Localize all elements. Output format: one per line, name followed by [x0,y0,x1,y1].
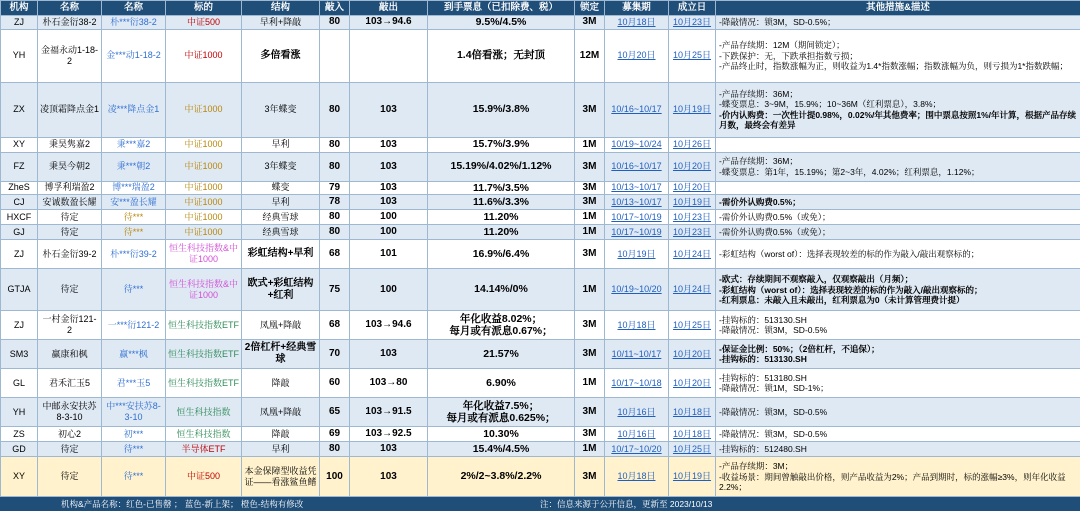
product-name-cell: 博孚利瑞盈2 [38,181,102,195]
raise-period-link[interactable]: 10/11~10/17 [605,340,669,369]
product-masked-name-cell: 秉***朝2 [102,152,166,181]
product-masked-name-cell: 初*** [102,427,166,442]
structure-cell: 降敲 [242,369,320,398]
underlying-cell: 中证1000 [166,29,242,82]
establish-date-link[interactable]: 10月23日 [669,225,716,240]
product-name-cell: 秉昊今朝2 [38,152,102,181]
structure-cell: 经典雪球 [242,225,320,240]
description-cell [716,457,1080,497]
structure-cell: 欧式+彩虹结构+红利 [242,269,320,311]
establish-date-link[interactable]: 10月24日 [669,240,716,269]
column-header: 募集期 [605,1,669,16]
underlying-cell: 中证1000 [166,181,242,195]
column-header: 其他措施&描述 [716,1,1080,16]
underlying-cell: 恒生科技指数ETF [166,311,242,340]
raise-period-link[interactable]: 10月16日 [605,427,669,442]
lock-period-cell: 12M [575,29,605,82]
knock-out-cell: 103 [350,181,428,195]
lock-period-cell: 3M [575,181,605,195]
underlying-cell: 中证1000 [166,152,242,181]
raise-period-link[interactable]: 10/16~10/17 [605,82,669,137]
institution-cell: ZJ [1,16,38,30]
institution-cell: GD [1,442,38,457]
structure-cell: 3年蝶变 [242,152,320,181]
description-line: -下跌保护：无，下跌承担指数亏损； [719,50,858,61]
coupon-line: 6.90% [486,376,516,389]
coupon-cell [428,195,575,210]
underlying-cell: 恒生科技指数ETF [166,369,242,398]
description-line: -蝶变票息：第1年，15.19%；第2~3年，4.02%；红利票息，1.12%； [719,166,980,177]
product-masked-name-cell: 博***瑞盈2 [102,181,166,195]
description-line: -挂钩标的：513180.SH [719,373,807,383]
coupon-line: 15.19%/4.02%/1.12% [450,160,552,173]
product-name-cell: 待定 [38,442,102,457]
coupon-line: 11.7%/3.5% [472,181,530,194]
footer-legend: 机构&产品名称：红色-已售罄 ； 蓝色-新上架； 橙色-结构有修改 [1,497,320,511]
coupon-line: 2%/2~3.8%/2.2% [460,470,542,483]
description-line: -挂钩标的：512480.SH [719,444,807,455]
establish-date-link[interactable]: 10月23日 [669,16,716,30]
column-header: 敲入 [320,1,350,16]
table-row [1,29,1080,82]
raise-period-link[interactable]: 10月18日 [605,16,669,30]
institution-cell: ZJ [1,240,38,269]
knock-in-cell: 80 [320,16,350,30]
column-header: 名称 [38,1,102,16]
lock-period-cell: 3M [575,340,605,369]
raise-period-link[interactable]: 10/17~10/20 [605,442,669,457]
table-row [1,311,1080,340]
table-row [1,16,1080,30]
table-row [1,152,1080,181]
table-row [1,181,1080,195]
description-line: -产品终止时，指数涨幅为正，则收益为1.4*指数涨幅；指数涨幅为负，则亏损为1*指数跌幅； [719,60,1068,71]
coupon-cell [428,225,575,240]
description-cell [716,340,1080,369]
table-row [1,269,1080,311]
coupon-line: 11.6%/3.3% [472,195,530,208]
underlying-cell: 恒生科技指数 [166,427,242,442]
knock-in-cell: 75 [320,269,350,311]
coupon-cell [428,340,575,369]
product-masked-name-cell: 君***玉5 [102,369,166,398]
institution-cell: ZS [1,427,38,442]
coupon-line: 11.20% [483,210,519,223]
coupon-line: 15.7%/3.9% [472,138,530,151]
description-cell [716,16,1080,30]
coupon-line: 9.5%/4.5% [475,16,527,28]
knock-in-cell: 60 [320,369,350,398]
product-name-cell: 秉昊隽嘉2 [38,137,102,152]
lock-period-cell: 3M [575,195,605,210]
structure-cell: 2倍杠杆+经典雪球 [242,340,320,369]
raise-period-link[interactable]: 10/17~10/19 [605,225,669,240]
raise-period-link[interactable]: 10/13~10/17 [605,195,669,210]
institution-cell: ZJ [1,311,38,340]
product-masked-name-cell: 中***安扶苏8-3-10 [102,398,166,427]
lock-period-cell: 3M [575,398,605,427]
establish-date-link[interactable]: 10月25日 [669,442,716,457]
product-name-cell: 一村金衍121-2 [38,311,102,340]
table-row [1,340,1080,369]
institution-cell: FZ [1,152,38,181]
lock-period-cell: 3M [575,16,605,30]
institution-cell: XY [1,457,38,497]
knock-in-cell [320,29,350,82]
table-row [1,369,1080,398]
structure-cell: 蝶变 [242,181,320,195]
institution-cell: YH [1,398,38,427]
coupon-line: 年化收益8.02%； [459,312,543,325]
raise-period-link[interactable]: 10/19~10/20 [605,269,669,311]
underlying-cell: 恒生科技指数 [166,398,242,427]
table-footer-row [1,497,1080,511]
knock-out-cell: 103 [350,82,428,137]
product-name-cell: 金福永动1-18-2 [38,29,102,82]
lock-period-cell: 3M [575,457,605,497]
raise-period-link[interactable]: 10月20日 [605,29,669,82]
establish-date-link[interactable]: 10月19日 [669,457,716,497]
description-line: -彩虹结构（worst of）：选择表现较差的标的作为敲入/敲出观察标的； [719,284,983,295]
coupon-cell [428,369,575,398]
description-cell [716,29,1080,82]
establish-date-link[interactable]: 10月23日 [669,210,716,225]
institution-cell: SM3 [1,340,38,369]
coupon-line: 每月或有派息0.625%； [446,412,556,425]
raise-period-link[interactable]: 10月16日 [605,398,669,427]
column-header: 锁定 [575,1,605,16]
knock-in-cell: 100 [320,457,350,497]
lock-period-cell: 3M [575,240,605,269]
lock-period-cell: 3M [575,152,605,181]
coupon-cell [428,16,575,30]
institution-cell: GJ [1,225,38,240]
institution-cell: CJ [1,195,38,210]
table-row [1,82,1080,137]
knock-out-cell: 103 [350,137,428,152]
product-masked-name-cell: 凌***降点金1 [102,82,166,137]
structure-cell: 本金保障型收益凭证——看涨鲨鱼鳍 [242,457,320,497]
coupon-cell [428,457,575,497]
description-line: -产品存续期：12M（期间锁定）； [719,40,845,51]
product-masked-name-cell: 待*** [102,457,166,497]
lock-period-cell: 1M [575,137,605,152]
establish-date-link[interactable]: 10月25日 [669,29,716,82]
raise-period-link[interactable]: 10/16~10/17 [605,152,669,181]
knock-in-cell: 68 [320,240,350,269]
knock-out-cell: 103→92.5 [350,427,428,442]
product-masked-name-cell: 一***衍121-2 [102,311,166,340]
lock-period-cell: 3M [575,311,605,340]
description-line: -降敲情况：锁3M，SD-0.5% [719,429,828,440]
coupon-line: 每月或有派息0.67%； [449,325,553,338]
description-line: -需价外认购费0.5%； [719,197,801,208]
raise-period-link[interactable]: 10月19日 [605,240,669,269]
description-line: -彩虹结构（worst of）：选择表现较差的标的作为敲入/敲出观察标的； [719,249,980,260]
establish-date-link[interactable]: 10月26日 [669,137,716,152]
structure-cell: 凤凰+降敲 [242,398,320,427]
product-name-cell: 安诚数盈长耀 [38,195,102,210]
knock-out-cell: 103→91.5 [350,398,428,427]
product-name-cell: 待定 [38,269,102,311]
table-row [1,427,1080,442]
raise-period-link[interactable]: 10/17~10/19 [605,210,669,225]
institution-cell: GL [1,369,38,398]
product-masked-name-cell: 朴***衍38-2 [102,16,166,30]
product-name-cell: 待定 [38,210,102,225]
knock-in-cell: 65 [320,398,350,427]
description-cell [716,181,1080,195]
knock-in-cell: 70 [320,340,350,369]
structure-cell: 彩虹结构+早利 [242,240,320,269]
column-header: 标的 [166,1,242,16]
raise-period-link[interactable]: 10/13~10/17 [605,181,669,195]
coupon-cell [428,442,575,457]
description-line: -产品存续期：3M； [719,461,794,472]
knock-in-cell: 80 [320,137,350,152]
underlying-cell: 中证500 [166,16,242,30]
description-cell [716,427,1080,442]
table-row [1,442,1080,457]
description-line: -保证金比例：50%；（2倍杠杆，不追保）； [719,344,880,354]
product-name-cell: 君禾汇玉5 [38,369,102,398]
knock-in-cell: 80 [320,225,350,240]
lock-period-cell: 1M [575,369,605,398]
knock-out-cell: 103 [350,442,428,457]
column-header: 成立日 [669,1,716,16]
knock-out-cell: 100 [350,269,428,311]
underlying-cell: 中证1000 [166,225,242,240]
description-cell [716,225,1080,240]
product-name-cell: 中邮永安扶苏8-3-10 [38,398,102,427]
lock-period-cell: 1M [575,442,605,457]
institution-cell: XY [1,137,38,152]
knock-in-cell: 80 [320,152,350,181]
column-header: 敲出 [350,1,428,16]
knock-out-cell [350,29,428,82]
product-masked-name-cell: 金***动1-18-2 [102,29,166,82]
underlying-cell: 中证1000 [166,137,242,152]
knock-out-cell: 103→94.6 [350,311,428,340]
raise-period-link[interactable]: 10月18日 [605,457,669,497]
knock-in-cell: 80 [320,82,350,137]
structure-cell: 早利 [242,195,320,210]
coupon-cell [428,398,575,427]
establish-date-link[interactable]: 10月20日 [669,340,716,369]
description-line: -挂钩标的：513130.SH [719,315,807,325]
description-line: -需价外认购费0.5%（或免）； [719,212,831,223]
description-cell [716,152,1080,181]
description-cell [716,240,1080,269]
knock-out-cell: 103→80 [350,369,428,398]
product-masked-name-cell: 待*** [102,269,166,311]
establish-date-link[interactable]: 10月19日 [669,82,716,137]
lock-period-cell: 1M [575,269,605,311]
description-line: -欧式：存续期间不观察敲入，仅观察敲出（月频）； [719,274,914,285]
coupon-line: 11.20% [483,225,519,238]
coupon-line: 14.14%/0% [474,283,528,296]
coupon-cell [428,240,575,269]
institution-cell: ZheS [1,181,38,195]
description-line: -收益场景：期间曾触敲出价格，则产品收益为2%；产品到期时，标的涨幅≥3%，则年化收益2.2%； [719,471,1066,492]
product-name-cell: 待定 [38,225,102,240]
knock-in-cell: 69 [320,427,350,442]
knock-in-cell: 80 [320,442,350,457]
coupon-line: 15.9%/3.8% [472,103,530,116]
coupon-line: 21.57% [483,347,519,360]
lock-period-cell: 3M [575,82,605,137]
underlying-cell: 中证1000 [166,82,242,137]
column-header: 到手票息（已扣除费、税） [428,1,575,16]
product-masked-name-cell: 待*** [102,225,166,240]
coupon-cell [428,137,575,152]
footer-note: 注：信息来源于公开信息，更新至 2023/10/13 [320,497,1080,511]
structure-cell: 降敲 [242,427,320,442]
product-name-cell: 初心2 [38,427,102,442]
product-name-cell: 朴石金衍39-2 [38,240,102,269]
product-masked-name-cell: 待*** [102,210,166,225]
description-line: -降敲情况：锁1M，SD-1%； [719,383,829,394]
knock-in-cell: 80 [320,210,350,225]
knock-out-cell: 103 [350,195,428,210]
description-line: -红利票息：未敲入且未敲出，红利票息为0（未计算管理费计提） [719,294,965,305]
product-masked-name-cell: 秉***嘉2 [102,137,166,152]
underlying-cell: 中证1000 [166,210,242,225]
table-row [1,457,1080,497]
coupon-cell [428,269,575,311]
establish-date-link[interactable]: 10月25日 [669,311,716,340]
product-name-cell: 待定 [38,457,102,497]
structure-cell: 早利 [242,137,320,152]
structure-cell: 3年蝶变 [242,82,320,137]
table-row [1,240,1080,269]
knock-in-cell: 78 [320,195,350,210]
column-header: 机构 [1,1,38,16]
underlying-cell: 中证500 [166,457,242,497]
table-row [1,137,1080,152]
underlying-cell: 恒生科技指数&中证1000 [166,240,242,269]
table-row [1,210,1080,225]
description-line: -需价外认购费0.5%（或免）； [719,227,831,238]
structure-cell: 早利 [242,442,320,457]
description-line: -降敲情况：锁3M，SD-0.5% [719,325,828,336]
table-row [1,398,1080,427]
knock-in-cell: 68 [320,311,350,340]
raise-period-link[interactable]: 10月18日 [605,311,669,340]
structure-cell: 经典雪球 [242,210,320,225]
table-row [1,195,1080,210]
coupon-line: 10.30% [483,427,519,440]
structure-cell: 早利+降敲 [242,16,320,30]
underlying-cell: 半导体ETF [166,442,242,457]
product-masked-name-cell: 朴***衍39-2 [102,240,166,269]
knock-out-cell: 100 [350,210,428,225]
raise-period-link[interactable]: 10/19~10/24 [605,137,669,152]
table-header-row [1,1,1080,16]
coupon-cell [428,311,575,340]
product-masked-name-cell: 待*** [102,442,166,457]
coupon-cell [428,82,575,137]
establish-date-link[interactable]: 10月19日 [669,195,716,210]
lock-period-cell: 3M [575,427,605,442]
knock-out-cell: 103 [350,152,428,181]
description-cell [716,210,1080,225]
structure-cell: 多倍看涨 [242,29,320,82]
establish-date-link[interactable]: 10月18日 [669,398,716,427]
description-cell [716,269,1080,311]
description-cell [716,311,1080,340]
knock-out-cell: 103 [350,340,428,369]
raise-period-link[interactable]: 10/17~10/18 [605,369,669,398]
column-header: 结构 [242,1,320,16]
coupon-cell [428,152,575,181]
coupon-line: 1.4倍看涨；无封顶 [456,49,546,62]
table-body [1,16,1080,497]
knock-out-cell: 101 [350,240,428,269]
knock-out-cell: 100 [350,225,428,240]
product-masked-name-cell: 赢***枫 [102,340,166,369]
structure-cell: 凤凰+降敲 [242,311,320,340]
establish-date-link[interactable]: 10月24日 [669,269,716,311]
coupon-cell [428,29,575,82]
description-cell [716,82,1080,137]
description-cell [716,442,1080,457]
description-cell [716,137,1080,152]
knock-in-cell: 79 [320,181,350,195]
institution-cell: GTJA [1,269,38,311]
description-line: -降敲情况：锁3M，SD-0.5% [719,407,828,418]
establish-date-link[interactable]: 10月20日 [669,181,716,195]
institution-cell: YH [1,29,38,82]
product-masked-name-cell: 安***盈长耀 [102,195,166,210]
underlying-cell: 中证1000 [166,195,242,210]
coupon-line: 16.9%/6.4% [472,247,530,260]
coupon-cell [428,181,575,195]
lock-period-cell: 1M [575,225,605,240]
lock-period-cell: 1M [575,210,605,225]
knock-out-cell: 103→94.6 [350,16,428,30]
coupon-cell [428,427,575,442]
column-header: 名称 [102,1,166,16]
description-cell [716,369,1080,398]
coupon-line: 15.4%/4.5% [472,442,530,455]
product-name-cell: 凌顶霜降点金1 [38,82,102,137]
description-line: -产品存续期：36M； [719,156,798,167]
product-name-cell: 赢康和枫 [38,340,102,369]
description-line: -挂钩标的：513130.SH [719,354,807,365]
underlying-cell: 恒生科技指数ETF [166,340,242,369]
establish-date-link[interactable]: 10月20日 [669,369,716,398]
establish-date-link[interactable]: 10月20日 [669,152,716,181]
knock-out-cell: 103 [350,457,428,497]
institution-cell: ZX [1,82,38,137]
establish-date-link[interactable]: 10月18日 [669,427,716,442]
description-cell [716,195,1080,210]
institution-cell: HXCF [1,210,38,225]
description-line: -产品存续期：36M； [719,89,798,100]
description-cell [716,398,1080,427]
underlying-cell: 恒生科技指数&中证1000 [166,269,242,311]
description-line: -降敲情况：锁3M，SD-0.5%； [719,17,836,28]
product-name-cell: 朴石金衍38-2 [38,16,102,30]
coupon-line: 年化收益7.5%； [462,399,540,412]
table-row [1,225,1080,240]
description-line: -蝶变票息：3~9M，15.9%；10~36M（红利票息），3.8%； [719,99,942,110]
coupon-cell [428,210,575,225]
description-line: -价内认购费：一次性计提0.98%，0.02%/年其他费率；围中票息按照1%/年计算，根据产品存续月数，最终会有差异 [719,109,1077,130]
